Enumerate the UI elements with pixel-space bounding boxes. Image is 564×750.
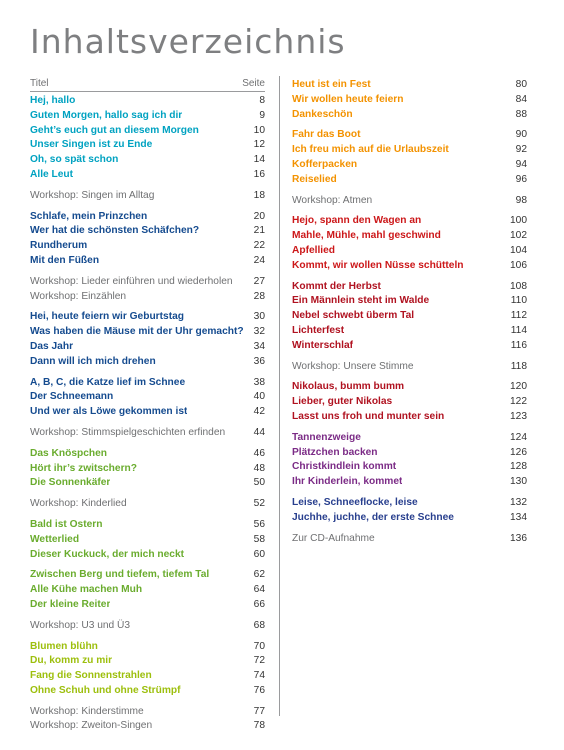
toc-group (292, 128, 527, 187)
toc-entry-page: 108 (510, 280, 527, 292)
toc-group (292, 380, 527, 424)
toc-entry-title: Hei, heute feiern wir Geburtstag (30, 311, 184, 323)
toc-entry-title: Du, komm zu mir (30, 655, 113, 667)
toc-entry-page: 106 (510, 259, 527, 271)
toc-entry-title: Workshop: Kinderstimme (30, 705, 144, 717)
toc-entry[interactable] (30, 548, 265, 563)
toc-entry-title: Nikolaus, bumm bumm (292, 381, 405, 393)
toc-group (30, 705, 265, 735)
toc-group (292, 496, 527, 526)
toc-entry-title: A, B, C, die Katze lief im Schnee (30, 376, 186, 388)
toc-group (30, 447, 265, 491)
toc-entry-page: 118 (510, 360, 527, 372)
toc-group (30, 568, 265, 612)
toc-right-list (292, 78, 527, 546)
toc-entry-title: Schlafe, mein Prinzchen (30, 210, 148, 222)
toc-group (30, 640, 265, 699)
toc-entry-title: Ohne Schuh und ohne Strümpf (30, 684, 181, 696)
toc-entry[interactable] (292, 380, 527, 395)
toc-entry-page: 134 (510, 511, 527, 523)
toc-entry-page: 18 (253, 189, 265, 201)
toc-entry-page: 130 (510, 476, 527, 488)
toc-entry-title: Nebel schwebt überm Tal (292, 310, 415, 322)
toc-entry[interactable] (30, 719, 265, 734)
toc-entry-title: Alle Leut (30, 168, 74, 180)
toc-entry-page: 116 (510, 339, 527, 351)
toc-entry-title: Geht’s euch gut an diesem Morgen (30, 124, 199, 136)
toc-entry-title: Workshop: U3 und Ü3 (30, 619, 131, 631)
toc-entry-page: 50 (253, 477, 265, 489)
toc-entry[interactable] (30, 619, 265, 634)
toc-entry-page: 48 (253, 462, 265, 474)
toc-group (30, 619, 265, 634)
toc-entry-page: 24 (253, 254, 265, 266)
toc-entry[interactable] (292, 244, 527, 259)
toc-entry-page: 40 (253, 391, 265, 403)
column-divider (279, 76, 280, 716)
toc-entry-page: 124 (510, 431, 527, 443)
toc-entry-title: Rundherum (30, 240, 88, 252)
page-title: Inhaltsverzeichnis (30, 22, 346, 61)
toc-entry[interactable] (30, 325, 265, 340)
toc-entry[interactable] (292, 532, 527, 547)
toc-entry-page: 98 (515, 194, 527, 206)
toc-entry-title: Lichterfest (292, 324, 345, 336)
toc-entry[interactable] (30, 224, 265, 239)
toc-entry-title: Juchhe, juchhe, der erste Schnee (292, 511, 454, 523)
toc-entry[interactable] (30, 654, 265, 669)
toc-entry-page: 100 (510, 215, 527, 227)
toc-entry[interactable] (30, 168, 265, 183)
toc-entry-title: Apfellied (292, 244, 336, 256)
toc-entry[interactable] (292, 446, 527, 461)
toc-entry-title: Und wer als Löwe gekommen ist (30, 406, 188, 418)
toc-entry-page: 122 (510, 396, 527, 408)
toc-entry-page: 70 (253, 640, 265, 652)
toc-entry-title: Workshop: Zweiton-Singen (30, 720, 153, 732)
toc-entry[interactable] (30, 94, 265, 109)
toc-entry[interactable] (30, 583, 265, 598)
toc-entry-title: Zur CD-Aufnahme (292, 532, 375, 544)
toc-entry[interactable] (30, 138, 265, 153)
toc-entry-page: 92 (515, 144, 527, 156)
toc-entry-title: Zwischen Berg und tiefem, tiefem Tal (30, 569, 210, 581)
toc-entry-title: Mit den Füßen (30, 254, 100, 266)
toc-entry-page: 34 (253, 340, 265, 352)
toc-right-column (292, 76, 527, 552)
toc-entry[interactable] (292, 475, 527, 490)
toc-entry-page: 14 (253, 154, 265, 166)
toc-entry[interactable] (292, 294, 527, 309)
toc-entry-title: Lieber, guter Nikolas (292, 396, 393, 408)
toc-group (292, 431, 527, 490)
toc-header (30, 76, 265, 92)
toc-entry-title: Ich freu mich auf die Urlaubszeit (292, 144, 449, 156)
toc-left-column (30, 76, 265, 740)
toc-entry[interactable] (292, 158, 527, 173)
toc-entry-page: 38 (253, 376, 265, 388)
toc-entry-page: 68 (253, 619, 265, 631)
toc-entry[interactable] (292, 511, 527, 526)
toc-entry[interactable] (292, 214, 527, 229)
toc-entry-title: Bald ist Ostern (30, 518, 103, 530)
toc-entry-page: 52 (253, 498, 265, 510)
toc-entry-page: 114 (510, 324, 527, 336)
toc-entry-page: 66 (253, 598, 265, 610)
toc-entry[interactable] (30, 390, 265, 405)
toc-group (292, 78, 527, 122)
toc-entry[interactable] (292, 280, 527, 295)
toc-entry[interactable] (292, 309, 527, 324)
toc-entry-page: 58 (253, 533, 265, 545)
toc-entry-title: Blumen blühn (30, 640, 98, 652)
toc-entry-title: Leise, Schneeflocke, leise (292, 496, 418, 508)
toc-entry[interactable] (30, 497, 265, 512)
toc-entry-title: Was haben die Mäuse mit der Uhr gemacht? (30, 326, 244, 338)
toc-group (30, 189, 265, 204)
toc-entry[interactable] (30, 462, 265, 477)
toc-entry-page: 72 (253, 655, 265, 667)
toc-entry-page: 90 (515, 129, 527, 141)
toc-entry-page: 16 (253, 168, 265, 180)
toc-entry-title: Kommt, wir wollen Nüsse schütteln (292, 259, 464, 271)
toc-entry-title: Alle Kühe machen Muh (30, 584, 143, 596)
toc-entry-title: Fang die Sonnenstrahlen (30, 670, 152, 682)
title-column-label: Titel (30, 78, 49, 89)
toc-entry[interactable] (30, 669, 265, 684)
toc-entry-page: 9 (259, 109, 265, 121)
toc-entry-page: 30 (253, 311, 265, 323)
toc-entry-page: 62 (253, 569, 265, 581)
toc-entry[interactable] (30, 598, 265, 613)
toc-entry-title: Die Sonnenkäfer (30, 477, 111, 489)
toc-entry-title: Winterschlaf (292, 339, 354, 351)
toc-entry-title: Dankeschön (292, 108, 353, 120)
toc-entry-page: 78 (253, 720, 265, 732)
toc-entry-title: Workshop: Stimmspielgeschichten erfinden (30, 426, 226, 438)
toc-entry[interactable] (292, 395, 527, 410)
toc-entry[interactable] (30, 376, 265, 391)
toc-entry[interactable] (292, 173, 527, 188)
toc-group (292, 532, 527, 547)
toc-entry[interactable] (292, 324, 527, 339)
toc-entry-title: Ihr Kinderlein, kommet (292, 476, 403, 488)
toc-entry-page: 46 (253, 447, 265, 459)
toc-entry[interactable] (30, 153, 265, 168)
toc-group (292, 360, 527, 375)
toc-group (292, 280, 527, 354)
toc-entry-title: Workshop: Singen im Alltag (30, 189, 155, 201)
toc-entry[interactable] (292, 410, 527, 425)
toc-entry-title: Kofferpacken (292, 158, 358, 170)
toc-entry[interactable] (30, 189, 265, 204)
toc-entry[interactable] (292, 259, 527, 274)
toc-entry-page: 64 (253, 584, 265, 596)
toc-entry-page: 110 (510, 295, 527, 307)
toc-entry-title: Christkindlein kommt (292, 461, 397, 473)
toc-entry-title: Workshop: Atmen (292, 194, 373, 206)
toc-entry-title: Workshop: Kinderlied (30, 498, 127, 510)
toc-entry[interactable] (292, 431, 527, 446)
toc-entry[interactable] (30, 275, 265, 290)
toc-group (292, 214, 527, 273)
toc-entry-page: 88 (515, 108, 527, 120)
toc-entry[interactable] (292, 229, 527, 244)
toc-entry-title: Guten Morgen, hallo sag ich dir (30, 109, 183, 121)
toc-group (30, 275, 265, 305)
toc-entry-page: 123 (510, 410, 527, 422)
toc-entry[interactable] (30, 705, 265, 720)
toc-entry-title: Kommt der Herbst (292, 280, 381, 292)
toc-entry[interactable] (30, 518, 265, 533)
toc-entry-title: Plätzchen backen (292, 446, 378, 458)
toc-entry-page: 76 (253, 684, 265, 696)
toc-entry-page: 56 (253, 518, 265, 530)
toc-entry-page: 128 (510, 461, 527, 473)
toc-group (30, 310, 265, 369)
toc-group (30, 518, 265, 562)
toc-group (30, 497, 265, 512)
toc-entry-title: Wir wollen heute feiern (292, 93, 404, 105)
toc-entry[interactable] (292, 93, 527, 108)
toc-entry[interactable] (30, 426, 265, 441)
toc-entry-title: Hej, hallo (30, 95, 76, 106)
toc-entry[interactable] (292, 496, 527, 511)
toc-entry[interactable] (30, 568, 265, 583)
toc-entry-page: 60 (253, 548, 265, 560)
toc-entry-page: 20 (253, 210, 265, 222)
toc-entry-page: 8 (259, 95, 265, 106)
toc-entry-title: Heut ist ein Fest (292, 79, 371, 90)
toc-entry-page: 77 (253, 705, 265, 717)
toc-entry[interactable] (30, 355, 265, 370)
toc-entry-page: 12 (253, 139, 265, 151)
toc-entry-page: 104 (510, 244, 527, 256)
toc-entry[interactable] (30, 447, 265, 462)
toc-entry-title: Der Schneemann (30, 391, 114, 403)
toc-entry[interactable] (30, 684, 265, 699)
toc-entry[interactable] (30, 210, 265, 225)
toc-entry[interactable] (30, 310, 265, 325)
toc-group (30, 94, 265, 183)
toc-entry-page: 28 (253, 290, 265, 302)
toc-entry-title: Fahr das Boot (292, 129, 361, 141)
toc-entry[interactable] (292, 339, 527, 354)
toc-left-list (30, 94, 265, 734)
toc-entry[interactable] (30, 109, 265, 124)
toc-entry-page: 42 (253, 406, 265, 418)
toc-entry-title: Dann will ich mich drehen (30, 355, 156, 367)
toc-entry-title: Wetterlied (30, 533, 80, 545)
toc-entry[interactable] (30, 640, 265, 655)
toc-entry-page: 36 (253, 355, 265, 367)
toc-entry-title: Wer hat die schönsten Schäfchen? (30, 225, 200, 237)
toc-entry[interactable] (292, 460, 527, 475)
toc-entry-page: 32 (253, 326, 265, 338)
toc-entry-page: 102 (510, 230, 527, 242)
toc-entry[interactable] (30, 124, 265, 139)
toc-group (30, 426, 265, 441)
toc-entry-title: Tannenzweige (292, 431, 361, 443)
toc-entry-page: 136 (510, 532, 527, 544)
toc-entry-title: Das Knöspchen (30, 447, 107, 459)
toc-entry-title: Dieser Kuckuck, der mich neckt (30, 548, 185, 560)
toc-entry[interactable] (292, 360, 527, 375)
toc-entry-title: Workshop: Lieder einführen und wiederholen (30, 275, 233, 287)
toc-entry[interactable] (292, 194, 527, 209)
toc-entry-page: 27 (253, 275, 265, 287)
toc-entry[interactable] (30, 340, 265, 355)
toc-entry-page: 22 (253, 240, 265, 252)
toc-entry-title: Unser Singen ist zu Ende (30, 139, 153, 151)
toc-entry[interactable] (292, 108, 527, 123)
toc-entry[interactable] (30, 239, 265, 254)
toc-entry[interactable] (30, 405, 265, 420)
toc-entry-page: 120 (510, 381, 527, 393)
toc-group (30, 376, 265, 420)
toc-group (292, 194, 527, 209)
toc-entry-title: Hört ihr’s zwitschern? (30, 462, 137, 474)
toc-entry-title: Workshop: Unsere Stimme (292, 360, 414, 372)
toc-entry[interactable] (30, 254, 265, 269)
toc-group (30, 210, 265, 269)
toc-entry-page: 84 (515, 93, 527, 105)
toc-entry-page: 44 (253, 426, 265, 438)
toc-entry-page: 112 (510, 310, 527, 322)
toc-entry-title: Lasst uns froh und munter sein (292, 410, 445, 422)
toc-entry-title: Ein Männlein steht im Walde (292, 295, 430, 307)
toc-entry-page: 94 (515, 158, 527, 170)
toc-entry-page: 10 (253, 124, 265, 136)
toc-entry[interactable] (30, 476, 265, 491)
toc-entry-title: Reiselied (292, 173, 337, 185)
toc-entry[interactable] (292, 143, 527, 158)
toc-entry-title: Hejo, spann den Wagen an (292, 215, 422, 227)
toc-entry-title: Das Jahr (30, 340, 74, 352)
page-column-label: Seite (242, 78, 265, 89)
toc-entry-page: 126 (510, 446, 527, 458)
toc-entry-title: Workshop: Einzählen (30, 290, 127, 302)
toc-entry-page: 132 (510, 496, 527, 508)
toc-entry[interactable] (292, 128, 527, 143)
toc-entry-page: 21 (253, 225, 265, 237)
toc-entry[interactable] (292, 78, 527, 93)
toc-entry-title: Mahle, Mühle, mahl geschwind (292, 230, 441, 242)
toc-entry-page: 74 (253, 670, 265, 682)
toc-entry[interactable] (30, 290, 265, 305)
toc-entry-title: Oh, so spät schon (30, 154, 119, 166)
toc-entry-title: Der kleine Reiter (30, 598, 111, 610)
toc-entry-page: 80 (515, 79, 527, 90)
toc-entry[interactable] (30, 533, 265, 548)
toc-entry-page: 96 (515, 173, 527, 185)
